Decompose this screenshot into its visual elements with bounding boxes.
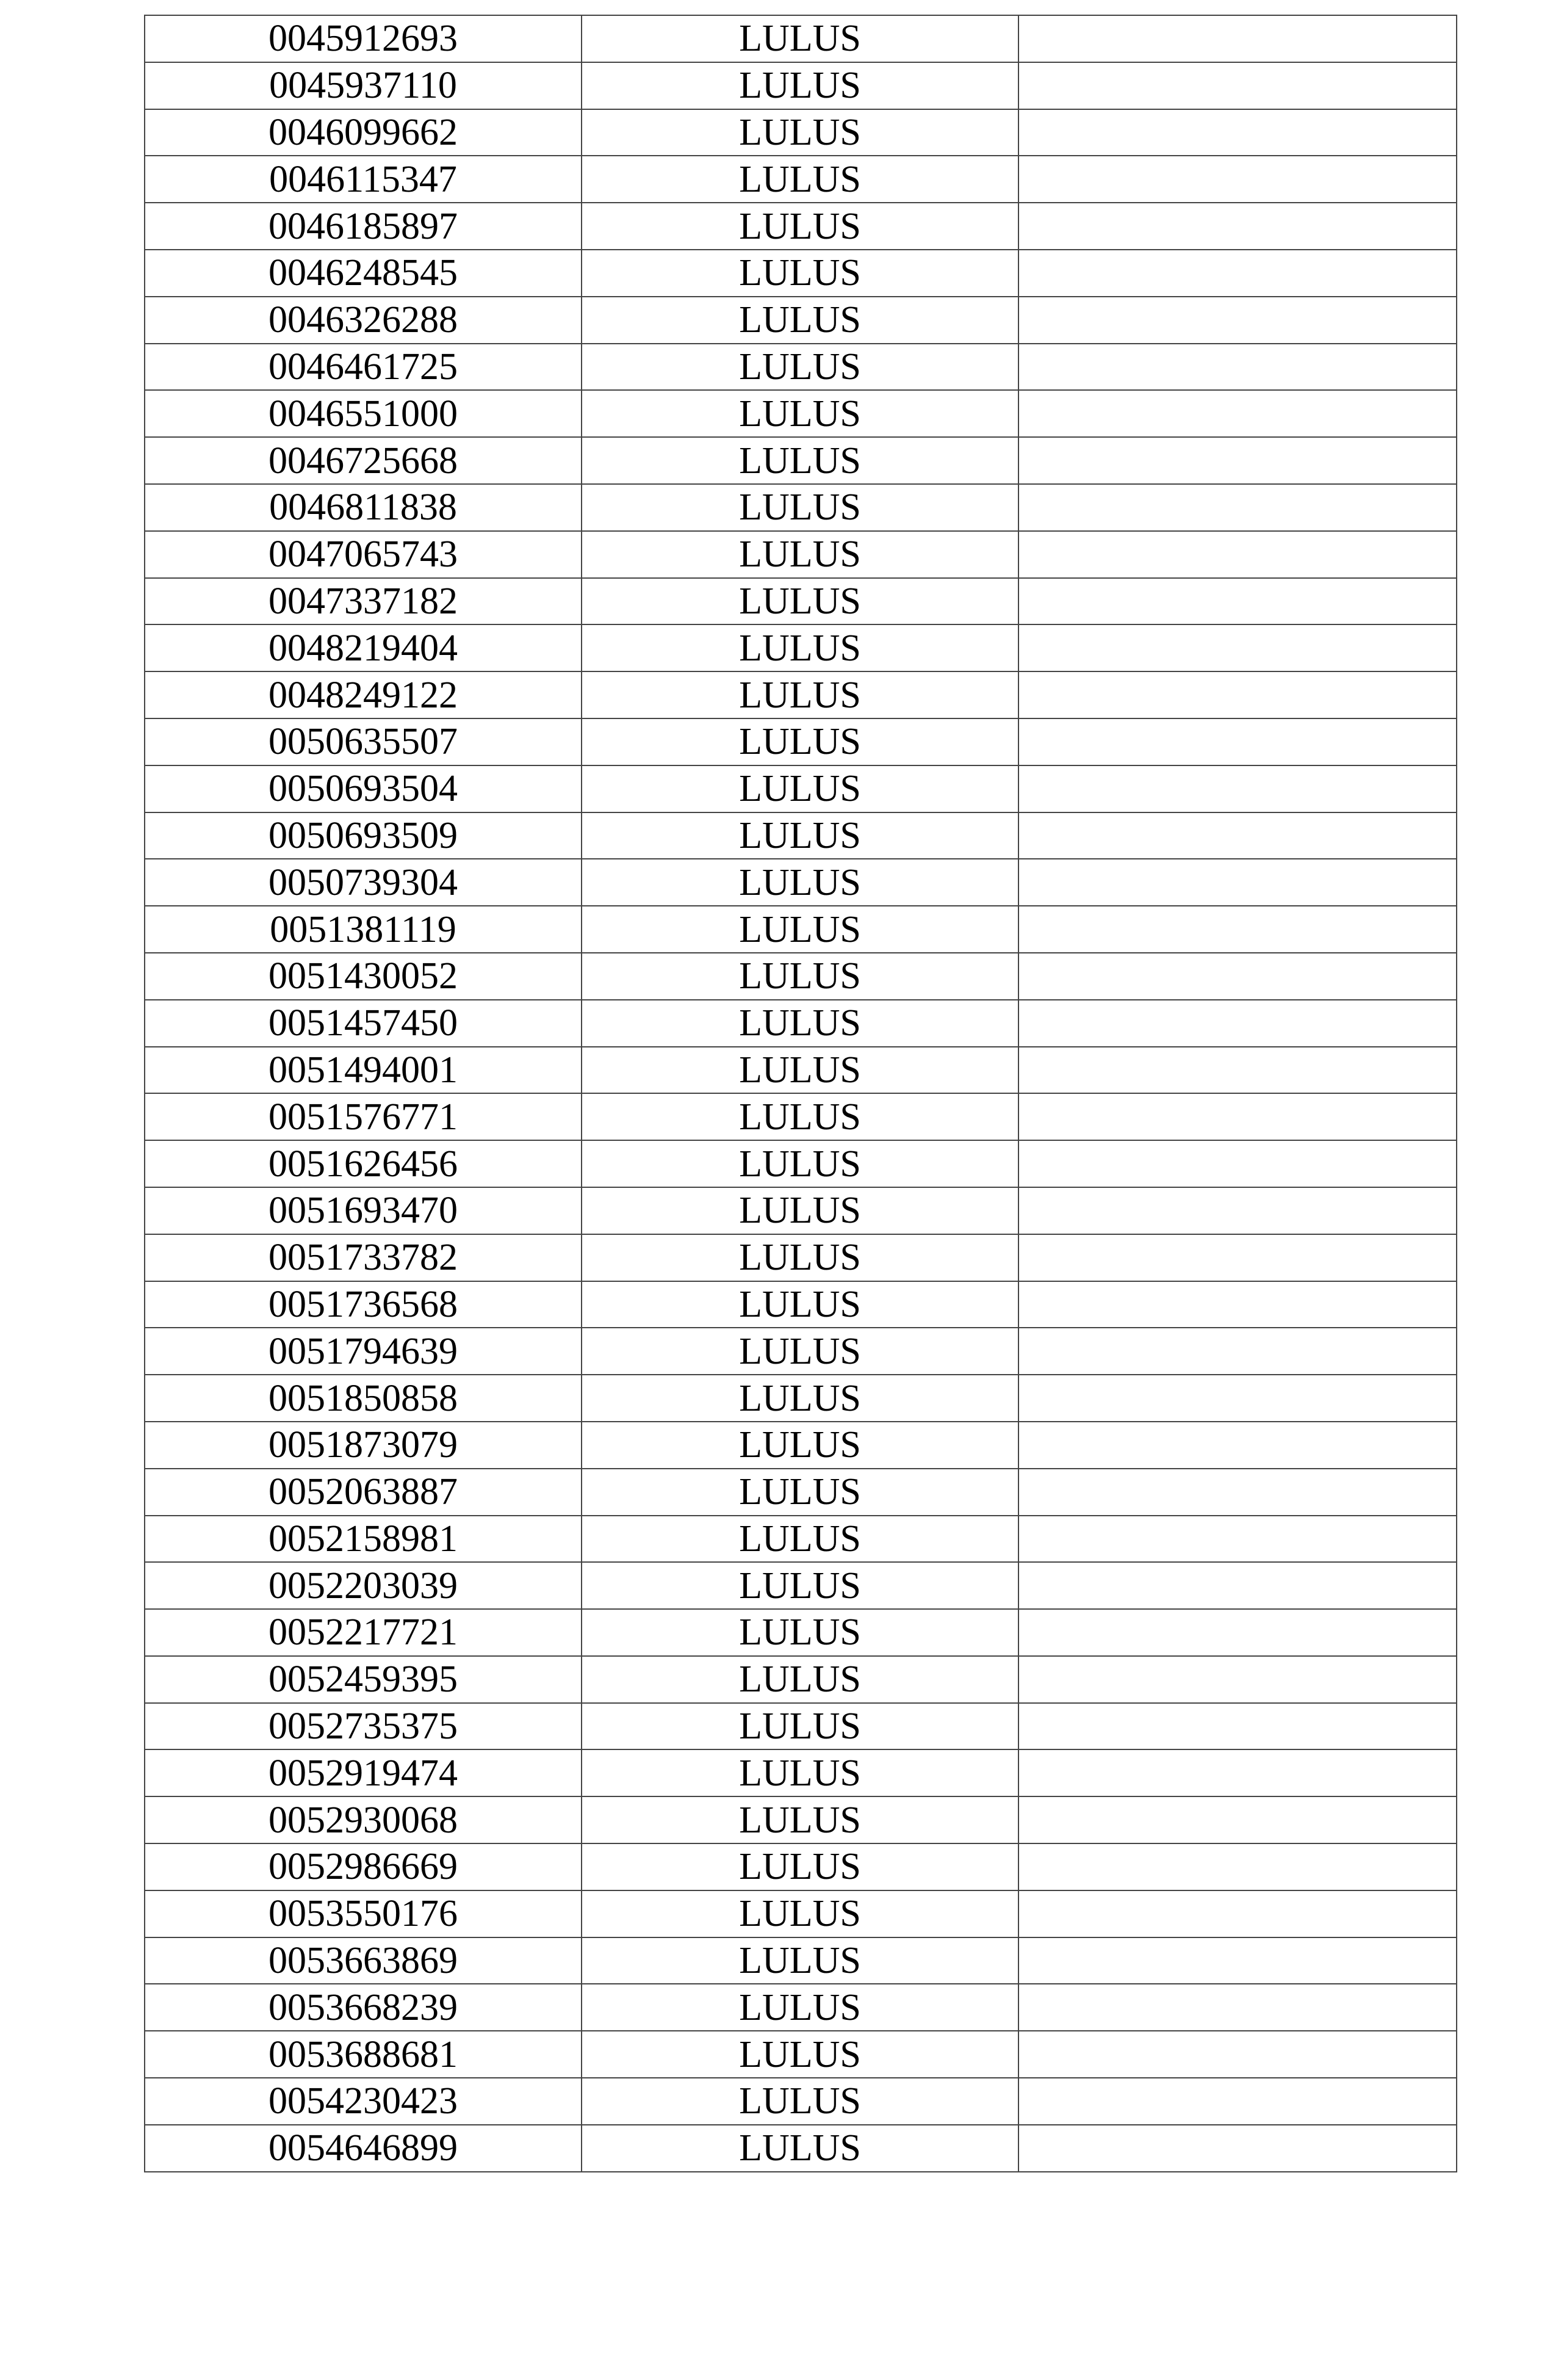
status-cell: LULUS xyxy=(582,1469,1018,1516)
table-row xyxy=(145,1703,1457,1750)
table-row xyxy=(145,1469,1457,1516)
status-cell: LULUS xyxy=(582,765,1018,812)
note-cell xyxy=(1018,156,1457,203)
note-cell xyxy=(1018,953,1457,1000)
status-cell: LULUS xyxy=(582,484,1018,531)
status-cell: LULUS xyxy=(582,1937,1018,1984)
student-number-cell: 0051430052 xyxy=(145,953,582,1000)
student-number-cell: 0051457450 xyxy=(145,1000,582,1047)
note-cell xyxy=(1018,1375,1457,1422)
table-row xyxy=(145,484,1457,531)
note-cell xyxy=(1018,859,1457,906)
note-cell xyxy=(1018,1000,1457,1047)
student-number-cell: 0051850858 xyxy=(145,1375,582,1422)
table-row xyxy=(145,531,1457,578)
note-cell xyxy=(1018,1234,1457,1281)
student-number-cell: 0051736568 xyxy=(145,1281,582,1328)
table-row xyxy=(145,1984,1457,2031)
status-cell: LULUS xyxy=(582,531,1018,578)
table-row xyxy=(145,1749,1457,1796)
table-row xyxy=(145,1047,1457,1094)
table-row xyxy=(145,1281,1457,1328)
note-cell xyxy=(1018,1703,1457,1750)
note-cell xyxy=(1018,1843,1457,1890)
status-cell: LULUS xyxy=(582,906,1018,953)
student-number-cell: 0052986669 xyxy=(145,1843,582,1890)
status-cell: LULUS xyxy=(582,578,1018,625)
student-number-cell: 0048219404 xyxy=(145,624,582,671)
student-number-cell: 0054646899 xyxy=(145,2125,582,2172)
student-number-cell: 0052930068 xyxy=(145,1796,582,1843)
results-table xyxy=(144,15,1457,2172)
student-number-cell: 0054230423 xyxy=(145,2078,582,2125)
note-cell xyxy=(1018,1937,1457,1984)
status-cell: LULUS xyxy=(582,1234,1018,1281)
note-cell xyxy=(1018,109,1457,156)
note-cell xyxy=(1018,718,1457,765)
note-cell xyxy=(1018,1469,1457,1516)
student-number-cell: 0052217721 xyxy=(145,1609,582,1656)
table-row xyxy=(145,1890,1457,1937)
note-cell xyxy=(1018,1562,1457,1609)
student-number-cell: 0046099662 xyxy=(145,109,582,156)
student-number-cell: 0046461725 xyxy=(145,344,582,391)
student-number-cell: 0052459395 xyxy=(145,1656,582,1703)
student-number-cell: 0050739304 xyxy=(145,859,582,906)
table-row xyxy=(145,1375,1457,1422)
table-row xyxy=(145,109,1457,156)
student-number-cell: 0053663869 xyxy=(145,1937,582,1984)
note-cell xyxy=(1018,1093,1457,1140)
results-table-body xyxy=(145,15,1457,2172)
student-number-cell: 0053668239 xyxy=(145,1984,582,2031)
student-number-cell: 0053550176 xyxy=(145,1890,582,1937)
status-cell: LULUS xyxy=(582,437,1018,484)
note-cell xyxy=(1018,1328,1457,1375)
student-number-cell: 0053688681 xyxy=(145,2031,582,2078)
note-cell xyxy=(1018,671,1457,718)
note-cell xyxy=(1018,344,1457,391)
table-row xyxy=(145,1187,1457,1234)
status-cell: LULUS xyxy=(582,297,1018,344)
status-cell: LULUS xyxy=(582,1562,1018,1609)
student-number-cell: 0051873079 xyxy=(145,1422,582,1469)
table-row xyxy=(145,250,1457,297)
status-cell: LULUS xyxy=(582,812,1018,859)
status-cell: LULUS xyxy=(582,1516,1018,1563)
note-cell xyxy=(1018,250,1457,297)
note-cell xyxy=(1018,812,1457,859)
status-cell: LULUS xyxy=(582,2078,1018,2125)
status-cell: LULUS xyxy=(582,1328,1018,1375)
table-row xyxy=(145,1937,1457,1984)
table-row xyxy=(145,1234,1457,1281)
student-number-cell: 0046248545 xyxy=(145,250,582,297)
status-cell: LULUS xyxy=(582,1656,1018,1703)
status-cell: LULUS xyxy=(582,2031,1018,2078)
note-cell xyxy=(1018,1796,1457,1843)
note-cell xyxy=(1018,1516,1457,1563)
student-number-cell: 0052203039 xyxy=(145,1562,582,1609)
table-row xyxy=(145,437,1457,484)
status-cell: LULUS xyxy=(582,1093,1018,1140)
note-cell xyxy=(1018,62,1457,109)
student-number-cell: 0052919474 xyxy=(145,1749,582,1796)
status-cell: LULUS xyxy=(582,671,1018,718)
note-cell xyxy=(1018,531,1457,578)
student-number-cell: 0045937110 xyxy=(145,62,582,109)
student-number-cell: 0051794639 xyxy=(145,1328,582,1375)
table-row xyxy=(145,1562,1457,1609)
student-number-cell: 0052735375 xyxy=(145,1703,582,1750)
table-row xyxy=(145,1656,1457,1703)
student-number-cell: 0051381119 xyxy=(145,906,582,953)
table-row xyxy=(145,2031,1457,2078)
status-cell: LULUS xyxy=(582,1703,1018,1750)
note-cell xyxy=(1018,484,1457,531)
table-row xyxy=(145,1843,1457,1890)
status-cell: LULUS xyxy=(582,1609,1018,1656)
student-number-cell: 0048249122 xyxy=(145,671,582,718)
table-row xyxy=(145,671,1457,718)
note-cell xyxy=(1018,2031,1457,2078)
table-row xyxy=(145,1328,1457,1375)
note-cell xyxy=(1018,1047,1457,1094)
student-number-cell: 0050693509 xyxy=(145,812,582,859)
table-row xyxy=(145,2125,1457,2172)
note-cell xyxy=(1018,906,1457,953)
student-number-cell: 0046185897 xyxy=(145,203,582,250)
status-cell: LULUS xyxy=(582,1140,1018,1187)
table-row xyxy=(145,718,1457,765)
note-cell xyxy=(1018,297,1457,344)
table-row xyxy=(145,203,1457,250)
table-row xyxy=(145,578,1457,625)
status-cell: LULUS xyxy=(582,1281,1018,1328)
status-cell: LULUS xyxy=(582,344,1018,391)
status-cell: LULUS xyxy=(582,109,1018,156)
status-cell: LULUS xyxy=(582,1187,1018,1234)
note-cell xyxy=(1018,1281,1457,1328)
status-cell: LULUS xyxy=(582,1843,1018,1890)
table-row xyxy=(145,15,1457,62)
table-row xyxy=(145,953,1457,1000)
note-cell xyxy=(1018,1187,1457,1234)
status-cell: LULUS xyxy=(582,250,1018,297)
status-cell: LULUS xyxy=(582,62,1018,109)
table-row xyxy=(145,62,1457,109)
note-cell xyxy=(1018,390,1457,437)
note-cell xyxy=(1018,15,1457,62)
student-number-cell: 0051494001 xyxy=(145,1047,582,1094)
table-row xyxy=(145,2078,1457,2125)
note-cell xyxy=(1018,1422,1457,1469)
status-cell: LULUS xyxy=(582,203,1018,250)
status-cell: LULUS xyxy=(582,1375,1018,1422)
status-cell: LULUS xyxy=(582,1749,1018,1796)
table-row xyxy=(145,812,1457,859)
status-cell: LULUS xyxy=(582,624,1018,671)
table-row xyxy=(145,859,1457,906)
student-number-cell: 0047337182 xyxy=(145,578,582,625)
table-row xyxy=(145,906,1457,953)
student-number-cell: 0050635507 xyxy=(145,718,582,765)
student-number-cell: 0046326288 xyxy=(145,297,582,344)
note-cell xyxy=(1018,578,1457,625)
table-row xyxy=(145,1516,1457,1563)
note-cell xyxy=(1018,437,1457,484)
student-number-cell: 0047065743 xyxy=(145,531,582,578)
status-cell: LULUS xyxy=(582,1000,1018,1047)
status-cell: LULUS xyxy=(582,156,1018,203)
note-cell xyxy=(1018,624,1457,671)
note-cell xyxy=(1018,203,1457,250)
table-row xyxy=(145,1796,1457,1843)
status-cell: LULUS xyxy=(582,1047,1018,1094)
student-number-cell: 0051693470 xyxy=(145,1187,582,1234)
status-cell: LULUS xyxy=(582,2125,1018,2172)
status-cell: LULUS xyxy=(582,1890,1018,1937)
student-number-cell: 0052063887 xyxy=(145,1469,582,1516)
table-row xyxy=(145,1093,1457,1140)
status-cell: LULUS xyxy=(582,1796,1018,1843)
student-number-cell: 0052158981 xyxy=(145,1516,582,1563)
student-number-cell: 0045912693 xyxy=(145,15,582,62)
table-row xyxy=(145,1000,1457,1047)
table-row xyxy=(145,1609,1457,1656)
status-cell: LULUS xyxy=(582,15,1018,62)
table-row xyxy=(145,390,1457,437)
note-cell xyxy=(1018,1609,1457,1656)
student-number-cell: 0051626456 xyxy=(145,1140,582,1187)
note-cell xyxy=(1018,1984,1457,2031)
status-cell: LULUS xyxy=(582,718,1018,765)
note-cell xyxy=(1018,2125,1457,2172)
note-cell xyxy=(1018,1656,1457,1703)
status-cell: LULUS xyxy=(582,1422,1018,1469)
note-cell xyxy=(1018,1140,1457,1187)
table-row xyxy=(145,297,1457,344)
note-cell xyxy=(1018,2078,1457,2125)
student-number-cell: 0046551000 xyxy=(145,390,582,437)
table-row xyxy=(145,1422,1457,1469)
student-number-cell: 0051733782 xyxy=(145,1234,582,1281)
student-number-cell: 0050693504 xyxy=(145,765,582,812)
table-row xyxy=(145,624,1457,671)
student-number-cell: 0046725668 xyxy=(145,437,582,484)
note-cell xyxy=(1018,765,1457,812)
table-row xyxy=(145,1140,1457,1187)
status-cell: LULUS xyxy=(582,953,1018,1000)
table-row xyxy=(145,156,1457,203)
note-cell xyxy=(1018,1890,1457,1937)
student-number-cell: 0051576771 xyxy=(145,1093,582,1140)
table-row xyxy=(145,765,1457,812)
status-cell: LULUS xyxy=(582,1984,1018,2031)
student-number-cell: 0046811838 xyxy=(145,484,582,531)
status-cell: LULUS xyxy=(582,859,1018,906)
student-number-cell: 0046115347 xyxy=(145,156,582,203)
table-row xyxy=(145,344,1457,391)
note-cell xyxy=(1018,1749,1457,1796)
status-cell: LULUS xyxy=(582,390,1018,437)
